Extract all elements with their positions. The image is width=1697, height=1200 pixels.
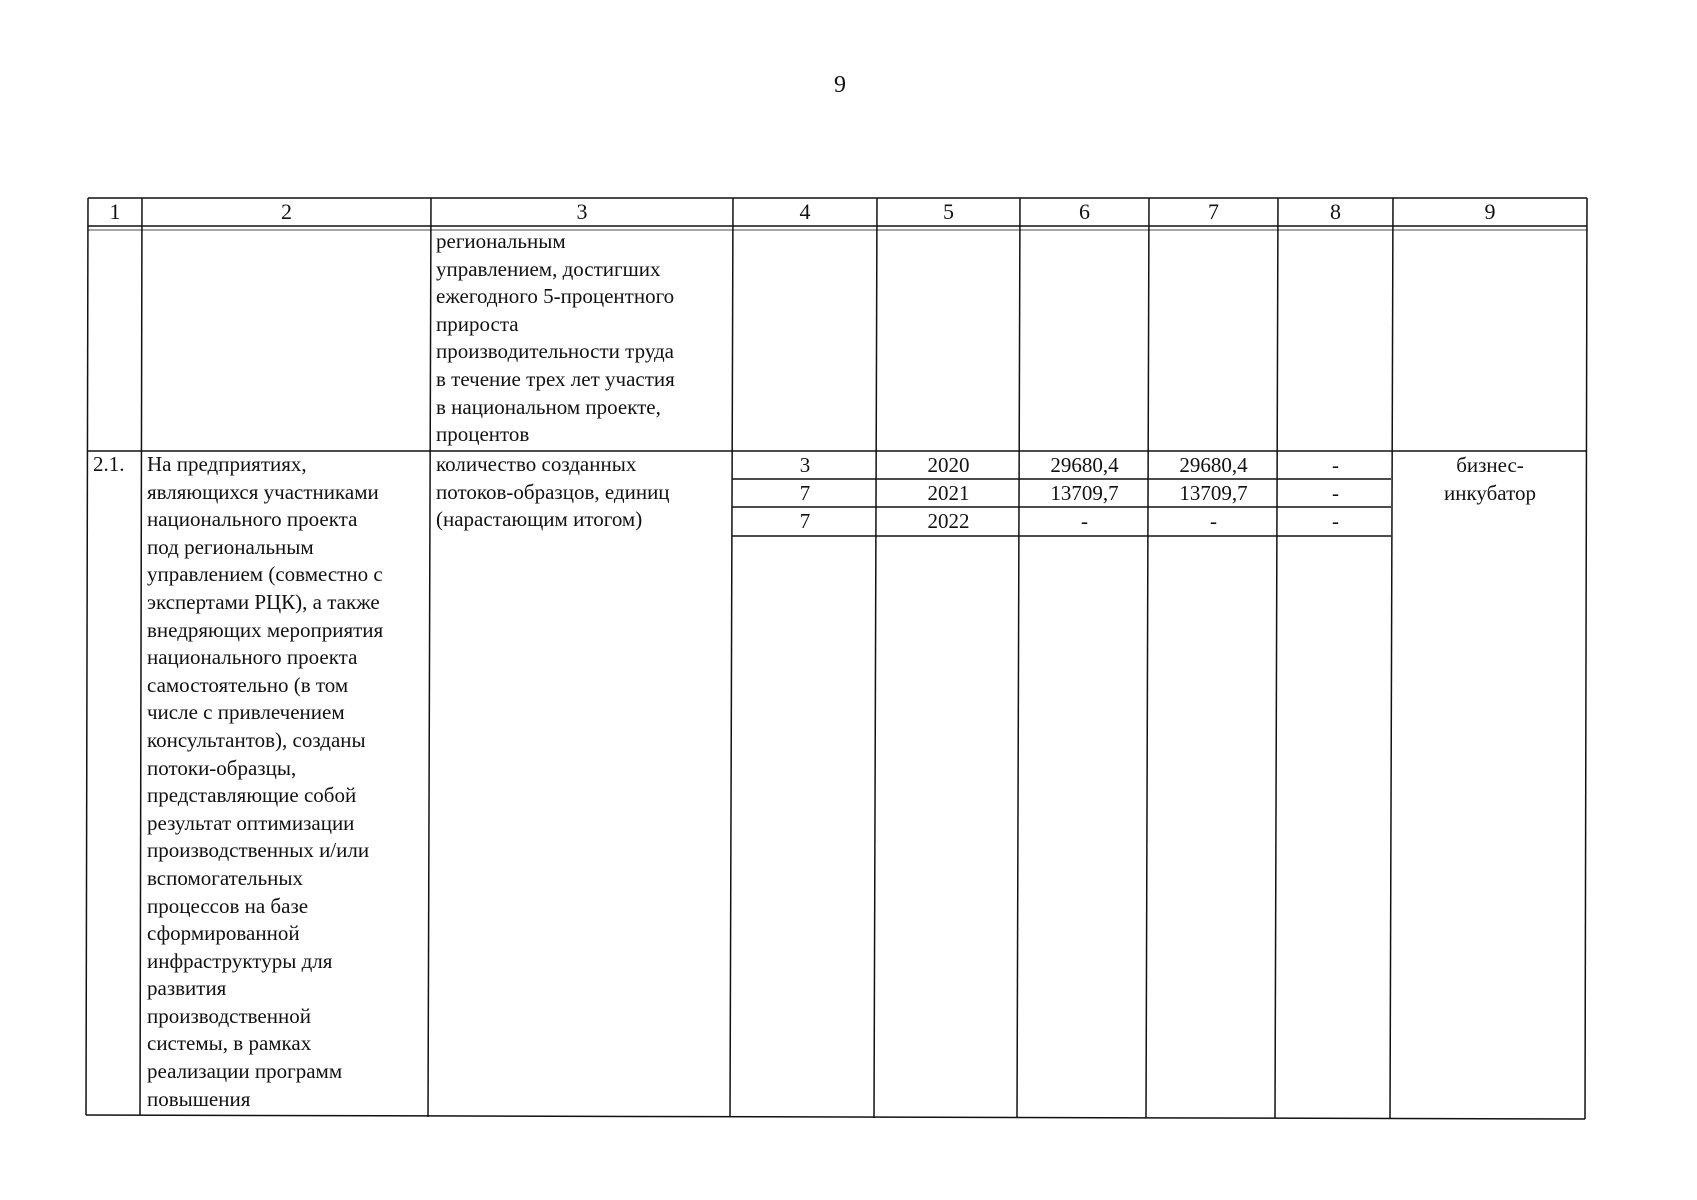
value-col7: 13709,7 bbox=[1179, 481, 1248, 505]
value-col4: 7 bbox=[799, 509, 811, 533]
indicator-text: количество созданных потоков-образцов, единиц (нарастающим итогом) bbox=[436, 452, 670, 532]
value-year: 2020 bbox=[927, 453, 970, 477]
value-col6: 13709,7 bbox=[1050, 481, 1119, 505]
header-col-7: 7 bbox=[1208, 199, 1219, 224]
value-col4: 7 bbox=[799, 481, 811, 505]
header-col-3: 3 bbox=[576, 199, 588, 224]
header-col-1: 1 bbox=[109, 199, 121, 224]
value-year: 2021 bbox=[927, 481, 970, 505]
header-col-6: 6 bbox=[1079, 199, 1090, 224]
header-col-2: 2 bbox=[281, 199, 292, 224]
value-col8: - bbox=[1332, 481, 1339, 505]
value-col6: - bbox=[1081, 509, 1088, 533]
header-col-5: 5 bbox=[943, 199, 954, 224]
value-col7: - bbox=[1210, 509, 1217, 533]
value-col4: 3 bbox=[799, 453, 811, 477]
value-col8: - bbox=[1332, 509, 1339, 533]
page-number: 9 bbox=[834, 72, 846, 98]
activity-description: На предприятиях, являющихся участниками национального проекта под региональным управлением (совместно с экспертами РЦК), а также внедряющих мероприятия национального проекта самостоятельно (в том числе с привлечением консультантов), созданы потоки-образцы, представляющие собой результат оптимизации производственных и/или вспомогательных процессов на базе сформированной инфраструктуры для развития производственной системы, в рамках реализации программ повышения bbox=[147, 452, 384, 1111]
row-number: 2.1. bbox=[93, 452, 125, 476]
responsible-text: бизнес- инкубатор bbox=[1444, 453, 1536, 505]
continued-indicator-text: региональным управлением, достигших ежегодного 5-процентного прироста производительности труда в течение трех лет участия в национальном проекте, процентов bbox=[436, 229, 675, 447]
value-col7: 29680,4 bbox=[1179, 453, 1248, 477]
value-year: 2022 bbox=[927, 509, 970, 533]
value-col6: 29680,4 bbox=[1050, 453, 1119, 477]
value-col8: - bbox=[1332, 453, 1339, 477]
header-col-9: 9 bbox=[1484, 199, 1496, 224]
header-col-4: 4 bbox=[799, 199, 811, 224]
header-col-8: 8 bbox=[1330, 199, 1341, 224]
table-header-row bbox=[87, 198, 1587, 226]
